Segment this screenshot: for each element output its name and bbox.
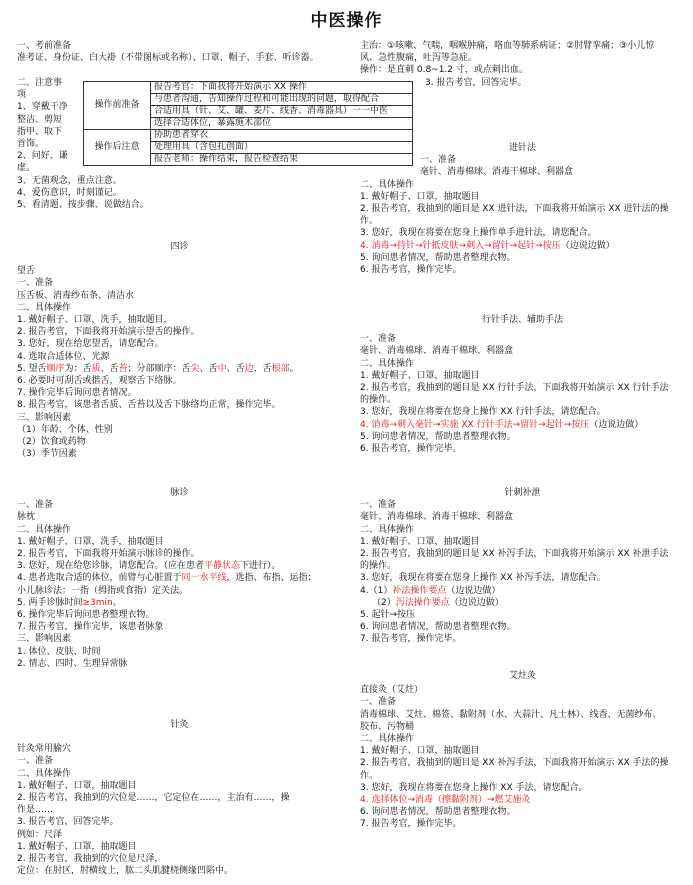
text-line: 风、急性腹痛，吐泻等急症。: [360, 53, 478, 64]
text-line: 2. 报告考官，我抽到的题目是 XX 补泻手法，下面我将开始演示 XX 补泄手法: [360, 549, 669, 560]
text-line: 4、爱伤意识，时刻谨记。: [17, 187, 122, 198]
section-title: 艾炷灸: [508, 671, 536, 681]
text-line: 1. 戴好帽子、口罩，洗手，抽取题目: [17, 536, 164, 547]
text-line: 二、具体操作: [360, 179, 415, 190]
text-line: 2. 报告考官，下面我将开始演示脉诊的操作。: [17, 549, 200, 560]
text-line: 2. 报告考官，我抽到的题目是 XX 行针手法，下面我将开始演示 XX 行针手法: [360, 383, 669, 394]
text-line: 2. 报告考官，下面我将开始演示望舌的操作。: [17, 327, 200, 338]
text: ；分部顺序：舌: [127, 363, 191, 374]
text: 5. 望舌: [17, 363, 47, 374]
text-line: 3. 报告考官，回答完毕。: [425, 77, 527, 88]
subtitle: 望舌: [17, 266, 36, 277]
highlight: 补法操作要点: [392, 585, 447, 596]
text-line: 虚。: [17, 163, 36, 174]
text-line: 5. 询问患者情况，帮助患者整理衣物。: [360, 252, 516, 263]
text-line: 一、准备: [17, 278, 54, 289]
text-line: 作是……: [17, 805, 54, 816]
text-line: （3）季节因素: [17, 449, 77, 460]
text-line: 7. 报告考官，操作完毕，该患者脉象: [17, 622, 164, 633]
text-line: 直接灸（艾炷）: [360, 685, 424, 696]
table-cell: 与患者沟通，告知操作过程和可能出现的问题，取得配合: [151, 94, 413, 106]
group-after: 操作后注意: [84, 130, 151, 166]
page-title: 中医操作: [310, 11, 383, 31]
text-line: 2. 报告考官，我抽到的穴位是尺泽，: [17, 854, 164, 865]
text-line: 毫针、消毒棉球、消毒干棉球、利器盒: [360, 512, 514, 523]
buxie-section: [360, 487, 685, 646]
text-line: 5、看清题、按步骤、说做结合。: [17, 200, 149, 211]
text: ，选指、布指、运指；: [226, 573, 317, 584]
text-line: （2）饮食或药物: [17, 437, 86, 448]
text: 5. 两手诊脉时间: [17, 597, 83, 608]
maizhen-section: [17, 487, 342, 670]
text-line: 3. 您好，我现在将要在您身上操作 XX 行针手法，请您配合。: [360, 407, 606, 418]
text: 、舌: [226, 363, 245, 374]
text-line: 1. 戴好帽子、口罩，抽取题目: [360, 370, 480, 381]
text-line: 7. 操作完毕后询问患者情况。: [17, 388, 137, 399]
text: 4.（1）: [360, 585, 393, 596]
aizhu-section: [360, 670, 685, 831]
text-line: 2. 情志、四时、生理异常脉: [17, 658, 128, 669]
highlight: 顺序: [46, 363, 65, 374]
text-line: [360, 585, 685, 597]
highlight: 4. 选择体位→消毒（擦黏附剂）→燃艾施灸: [360, 795, 531, 806]
text-line: 毫针、消毒棉球、消毒干棉球、利器盒: [360, 346, 514, 357]
table-cell: 报告考官：下面我将开始演示 XX 操作: [151, 82, 413, 94]
text-line: 三、影响因素: [17, 634, 72, 645]
table-cell: 处理用具（含包扎创面）: [151, 142, 413, 154]
text-line: 3. 您好，现在给您望舌，请您配合。: [17, 339, 164, 350]
text-line: 整洁、剪短: [17, 114, 63, 125]
text-line: 1. 戴好帽子、口罩，抽取题目: [360, 191, 480, 202]
text-line: 2、问好、谦: [17, 151, 68, 162]
text-line: [17, 572, 342, 584]
sizhen-section: [17, 241, 342, 460]
text-line: 准考证、身份证、白大褂（不带图标或名称）、口罩、帽子、手套、听诊器。: [17, 53, 319, 64]
text-line: 一、准备: [420, 155, 457, 166]
text-line: 6. 操作完毕后询问患者整理衣物。: [17, 610, 155, 621]
highlight: 泻法操作要点: [395, 597, 450, 608]
text-line: 6. 报告考官，操作完毕。: [360, 444, 462, 455]
text-line: 二、具体操作: [17, 768, 72, 779]
text-line: 一、准备: [360, 697, 397, 708]
table-cell: 合适用具（针、艾、罐、姜片、线香、消毒器具）一一中医: [151, 106, 413, 118]
heading: 一、考前准备: [17, 41, 72, 51]
exam-prep-section: [17, 40, 342, 64]
text-line: 压舌板、消毒纱布条、清洁水: [17, 290, 135, 301]
text-line: 1. 戴好帽子、口罩，洗手，抽取题目，: [17, 315, 173, 326]
text: 、舌: [199, 363, 218, 374]
text-line: 3. 报告考官，回答完毕。: [17, 817, 119, 828]
text-line: 三、影响因素: [17, 412, 72, 423]
highlight: 根部: [271, 363, 290, 374]
text-line: 一、准备: [17, 500, 54, 511]
text: 。: [112, 597, 122, 608]
highlight: ≥3min: [82, 597, 113, 608]
text-line: 2. 报告考官，我抽到的穴位是……，它定位在……，主治有……，操: [17, 793, 290, 804]
text-line: 4. 选取合适体位、光源: [17, 351, 110, 362]
text: 、舌: [253, 363, 272, 374]
xingzhen-section: [360, 314, 685, 455]
text-line: 2. 报告考官，我抽到的题目是 XX 进针法，下面我将开始演示 XX 进针法的操: [360, 204, 669, 215]
text-line: 1. 体位、皮肤、时间: [17, 646, 101, 657]
section-title: 脉诊: [170, 488, 189, 498]
text-line: 3. 您好，我现在将要在您身上操作 XX 手法，请您配合。: [360, 782, 588, 793]
zhenjiu-section: [17, 719, 342, 877]
text-line: 一、准备: [17, 756, 54, 767]
text-line: 项: [17, 90, 27, 101]
text-line: 操作：是直刺 0.8~1.2 寸，或点刺出血。: [360, 65, 528, 76]
text-line: 针灸常用腧穴: [17, 744, 72, 755]
section-title: 针刺补泄: [504, 488, 541, 498]
text-line: [360, 419, 685, 431]
text: 下进行）。: [239, 561, 281, 572]
text-line: 3. 您好，我现在将要在您身上操作单手进针法，请您配合。: [360, 228, 597, 239]
text-line: 定位：在肘区，肘横纹上，肱二头肌腱桡侧缘凹陷中。: [17, 866, 234, 877]
highlight: 尖: [190, 363, 200, 374]
text-line: 6. 询问患者情况，帮助患者整理衣物。: [360, 622, 516, 633]
text: （边说边做）: [589, 419, 644, 430]
section-title: 针灸: [170, 720, 189, 730]
text-line: 5. 起针→按压: [360, 610, 415, 621]
text-line: 7. 报告考官，操作完毕。: [360, 819, 462, 830]
section-title: 四诊: [170, 242, 189, 252]
text-line: 作。: [360, 770, 379, 781]
text-line: 6. 必要时可刮舌或揩舌，观察舌下络脉。: [17, 376, 182, 387]
text-line: 一、准备: [360, 334, 397, 345]
text-line: 脉枕: [17, 512, 36, 523]
highlight: 同一水平线: [181, 573, 227, 584]
text-line: 指甲、取下: [17, 126, 63, 137]
chize-continued: [360, 40, 685, 89]
text-line: 小儿脉诊法：一指（拇指或食指）定关法。: [17, 585, 189, 596]
highlight: 4. 消毒→持针→针抵皮肤→刺入→留针→起针→按压: [360, 240, 561, 251]
text-line: 8. 报告考官，该患者舌质、舌苔以及舌下脉络均正常，操作完毕。: [17, 400, 281, 411]
text-line: 1. 戴好帽子、口罩，抽取题目: [360, 746, 480, 757]
section-title: 进针法: [508, 143, 536, 153]
text-line: 毫针、消毒棉球、消毒干棉球、利器盒: [420, 167, 574, 178]
text: （2）: [372, 597, 396, 608]
text-line: 5. 询问患者情况，帮助患者整理衣物。: [360, 431, 516, 442]
text-line: 胶布、污物桶: [360, 721, 415, 732]
group-before: 操作前准备: [84, 82, 151, 130]
text-line: 作。: [360, 216, 379, 227]
text-line: 6. 报告考官，操作完毕。: [360, 265, 462, 276]
highlight: 中: [217, 363, 227, 374]
text-line: 二、注意事: [17, 78, 63, 88]
jinzhen-section: [360, 142, 685, 276]
text-line: 例如：尺泽: [17, 829, 63, 840]
section-title: 行针手法、辅助手法: [481, 315, 563, 325]
text: 为：舌: [64, 363, 92, 374]
highlight: 平静状态: [203, 561, 240, 572]
table-cell: 协助患者穿衣: [151, 130, 413, 142]
text: （边说边做）: [560, 240, 615, 251]
text-line: 主治：①咳嗽、气喘，咽喉肿痛，咯血等肺系病证；②肘臂挛痛；③小儿惊: [360, 41, 655, 51]
highlight: 质: [91, 363, 101, 374]
text-line: 消毒棉球、艾炷、棉签、黏附剂（水、大蒜汁、凡士林）、线香、无菌纱布、: [360, 709, 662, 720]
text-line: [17, 597, 342, 609]
text-line: [360, 240, 685, 252]
text: 。: [289, 363, 299, 374]
text-line: 的操作。: [360, 561, 397, 572]
text-line: 二、具体操作: [17, 524, 72, 535]
text-line: 3、无菌观念，重点注意。: [17, 175, 122, 186]
text-line: 二、具体操作: [360, 358, 415, 369]
text-line: 1、穿戴干净: [17, 102, 68, 113]
text-line: 的操作。: [360, 395, 397, 406]
text-line: 二、具体操作: [360, 524, 415, 535]
text-line: 二、具体操作: [17, 302, 72, 313]
table-cell: 选择合适体位，暴露施术部位: [151, 118, 413, 130]
highlight: 边: [244, 363, 254, 374]
highlight: 苔: [118, 363, 128, 374]
text-line: 一、准备: [360, 500, 397, 511]
text-line: [17, 363, 342, 375]
text-line: 3. 您好，我现在将要在您身上操作 XX 补泻手法，请您配合。: [360, 573, 606, 584]
text: 、舌: [100, 363, 119, 374]
highlight: 4. 消毒→刺入毫针→实施 XX 行针手法→留针→起针→按压: [360, 419, 590, 430]
text: （边说边做）: [446, 585, 501, 596]
text-line: 7. 报告考官，操作完毕。: [360, 634, 462, 645]
text-line: 1. 戴好帽子、口罩，抽取题目: [360, 536, 480, 547]
text-line: 1. 戴好帽子、口罩，抽取题目: [17, 780, 137, 791]
text: （边说边做）: [449, 597, 504, 608]
text-line: [360, 597, 685, 609]
text-line: （1）年龄、个体、性别: [17, 424, 113, 435]
table-cell: 报告老师：操作结束，报告检查结果: [151, 154, 413, 166]
text: 3. 您好，现在给您诊脉，请您配合。（应在患者: [17, 561, 204, 572]
text-line: 1. 戴好帽子、口罩，抽取题目: [17, 841, 137, 852]
text-line: 二、具体操作: [360, 734, 415, 745]
text: 4. 患者选取合适的体位，前臂与心脏置于: [17, 573, 182, 584]
text-line: 6. 询问患者情况，帮助患者整理衣物。: [360, 807, 516, 818]
text-line: 2. 报告考官，我抽到的题目是 XX 补泻手法，下面我将开始演示 XX 手法的操: [360, 758, 669, 769]
text-line: [17, 560, 342, 572]
text-line: 首饰。: [17, 139, 45, 150]
